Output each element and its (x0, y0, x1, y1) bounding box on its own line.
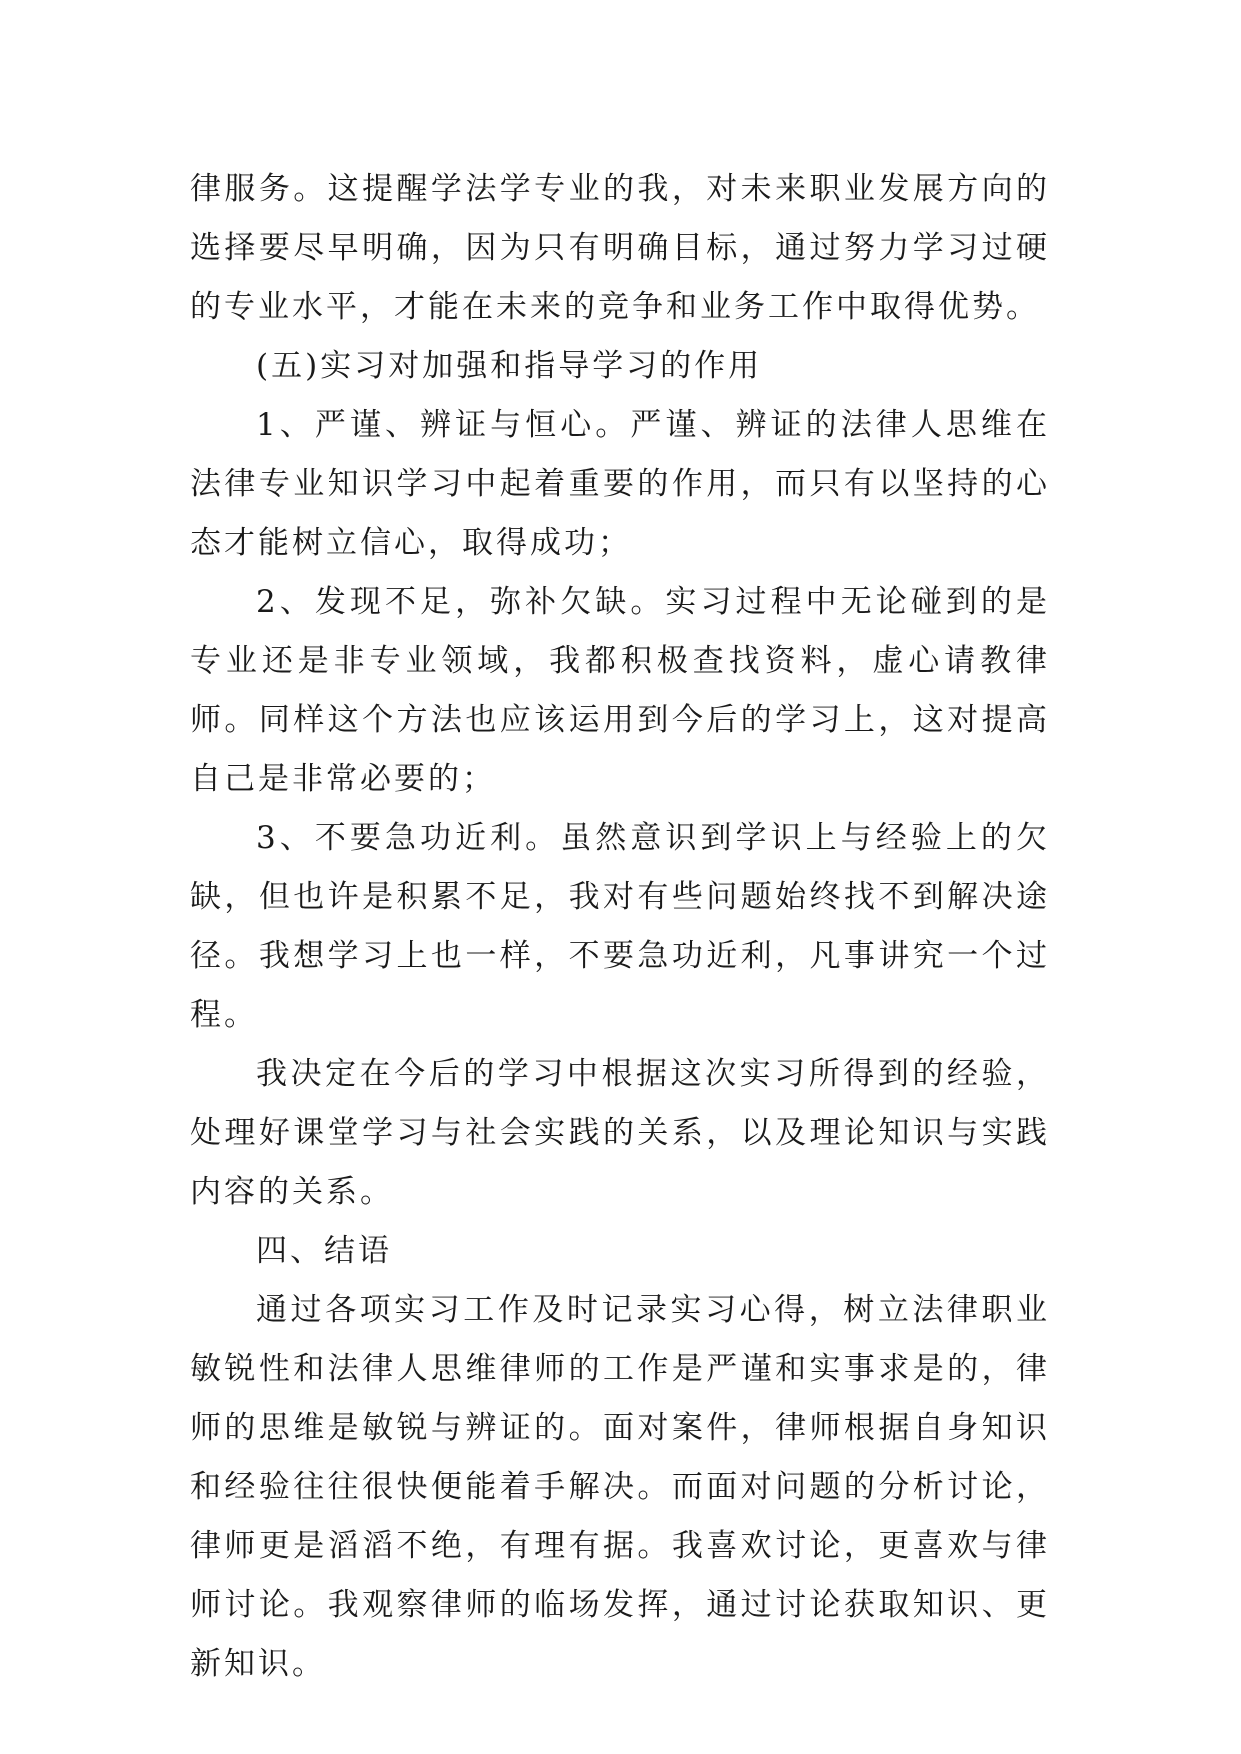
list-item-1: 1、严谨、辨证与恒心。严谨、辨证的法律人思维在法律专业知识学习中起着重要的作用，而只有以坚持的心态才能树立信心，取得成功； (190, 407, 1050, 561)
list-item-2: 2、发现不足，弥补欠缺。实习过程中无论碰到的是专业还是非专业领域，我都积极查找资料，虚心请教律师。同样这个方法也应该运用到今后的学习上，这对提高自己是非常必要的； (190, 584, 1050, 797)
list-item-3: 3、不要急功近利。虽然意识到学识上与经验上的欠缺，但也许是积累不足，我对有些问题始终找不到解决途径。我想学习上也一样，不要急功近利，凡事讲究一个过程。 (190, 820, 1050, 1033)
section-heading-conclusion: 四、结语 (256, 1233, 392, 1269)
section-heading-five: (五)实习对加强和指导学习的作用 (256, 348, 763, 384)
paragraph-conclusion: 通过各项实习工作及时记录实习心得，树立法律职业敏锐性和法律人思维律师的工作是严谨和实事求是的，律师的思维是敏锐与辨证的。面对案件，律师根据自身知识和经验往往很快便能着手解决。而面对问题的分析讨论，律师更是滔滔不绝，有理有据。我喜欢讨论，更喜欢与律师讨论。我观察律师的临场发挥，通过讨论获取知识、更新知识。 (190, 1292, 1050, 1682)
paragraph-continuation: 律服务。这提醒学法学专业的我，对未来职业发展方向的选择要尽早明确，因为只有明确目标，通过努力学习过硬的专业水平，才能在未来的竞争和业务工作中取得优势。 (190, 171, 1050, 325)
paragraph-decision: 我决定在今后的学习中根据这次实习所得到的经验，处理好课堂学习与社会实践的关系，以及理论知识与实践内容的关系。 (190, 1056, 1050, 1210)
document-page (190, 160, 1050, 1694)
